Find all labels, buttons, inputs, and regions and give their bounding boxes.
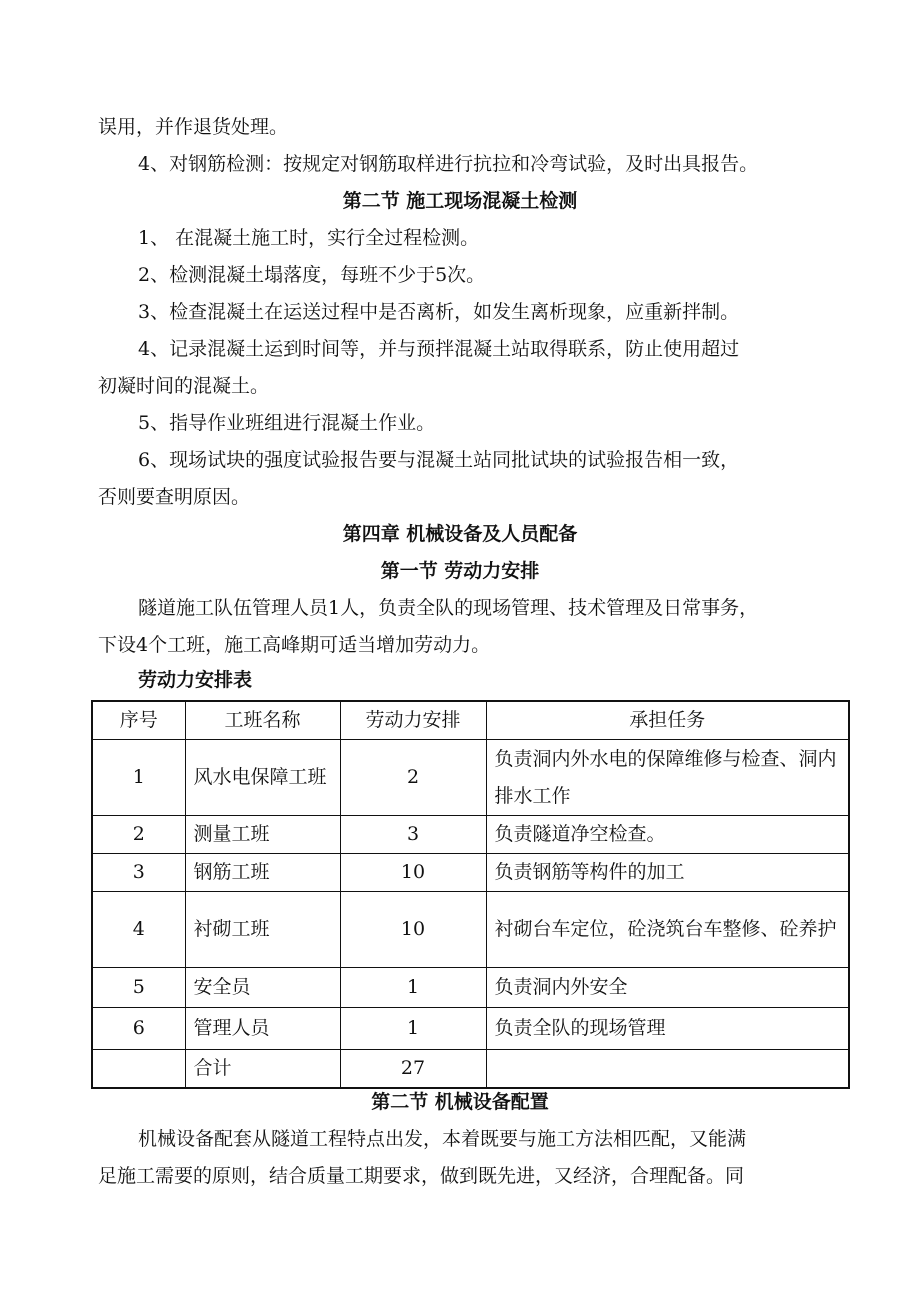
list-item-continuation: 否则要查明原因。 (98, 486, 251, 508)
list-item: 2、检测混凝土塌落度，每班不少于5次。 (138, 264, 486, 286)
cell-name: 衬砌工班 (185, 892, 340, 968)
cell-no (92, 1050, 185, 1089)
cell-count: 27 (340, 1050, 486, 1089)
cell-task: 负责全队的现场管理 (486, 1008, 849, 1050)
header-task: 承担任务 (486, 701, 849, 740)
cell-count: 3 (340, 816, 486, 854)
list-item: 4、记录混凝土运到时间等，并与预拌混凝土站取得联系，防止使用超过 (138, 338, 740, 360)
table-row (92, 968, 849, 1008)
cell-task: 负责洞内外安全 (486, 968, 849, 1008)
cell-no: 4 (92, 892, 185, 968)
paragraph: 隧道施工队伍管理人员1人，负责全队的现场管理、技术管理及日常事务， (138, 597, 759, 619)
table-row (92, 892, 849, 968)
paragraph: 4、对钢筋检测：按规定对钢筋取样进行抗拉和冷弯试验，及时出具报告。 (138, 153, 759, 175)
cell-no: 1 (92, 740, 185, 816)
section-heading: 第一节 劳动力安排 (380, 560, 540, 582)
cell-task (486, 1050, 849, 1089)
list-item: 5、指导作业班组进行混凝土作业。 (138, 412, 436, 434)
cell-count: 10 (340, 892, 486, 968)
paragraph: 机械设备配套从隧道工程特点出发，本着既要与施工方法相匹配，又能满 (138, 1128, 747, 1150)
table-row (92, 740, 849, 816)
table-row (92, 816, 849, 854)
cell-task: 负责洞内外水电的保障维修与检查、洞内排水工作 (486, 740, 849, 816)
table-total-row (92, 1050, 849, 1089)
cell-name: 安全员 (185, 968, 340, 1008)
cell-task: 负责隧道净空检查。 (486, 816, 849, 854)
cell-no: 5 (92, 968, 185, 1008)
cell-name: 风水电保障工班 (185, 740, 340, 816)
cell-name: 钢筋工班 (185, 854, 340, 892)
cell-task: 负责钢筋等构件的加工 (486, 854, 849, 892)
list-item: 6、现场试块的强度试验报告要与混凝土站同批试块的试验报告相一致， (138, 449, 740, 471)
list-item-continuation: 初凝时间的混凝土。 (98, 375, 270, 397)
paragraph: 误用，并作退货处理。 (98, 116, 289, 138)
cell-count: 2 (340, 740, 486, 816)
cell-name: 合计 (185, 1050, 340, 1089)
list-item: 3、检查混凝土在运送过程中是否离析，如发生离析现象，应重新拌制。 (138, 301, 740, 323)
cell-task: 衬砌台车定位，砼浇筑台车整修、砼养护 (486, 892, 849, 968)
cell-count: 10 (340, 854, 486, 892)
cell-name: 测量工班 (185, 816, 340, 854)
paragraph-continuation: 足施工需要的原则，结合质量工期要求，做到既先进，又经济，合理配备。同 (98, 1165, 745, 1187)
cell-no: 3 (92, 854, 185, 892)
header-count: 劳动力安排 (340, 701, 486, 740)
cell-count: 1 (340, 968, 486, 1008)
list-item: 1、 在混凝土施工时，实行全过程检测。 (138, 227, 480, 249)
header-name: 工班名称 (185, 701, 340, 740)
table-row (92, 1008, 849, 1050)
table-row (92, 854, 849, 892)
chapter-heading: 第四章 机械设备及人员配备 (342, 523, 578, 545)
table-header-row (92, 701, 849, 740)
section-heading: 第二节 施工现场混凝土检测 (342, 190, 578, 212)
paragraph-continuation: 下设4个工班，施工高峰期可适当增加劳动力。 (98, 634, 491, 656)
header-no: 序号 (92, 701, 185, 740)
cell-no: 2 (92, 816, 185, 854)
cell-name: 管理人员 (185, 1008, 340, 1050)
section-heading: 第二节 机械设备配置 (371, 1091, 549, 1113)
cell-no: 6 (92, 1008, 185, 1050)
cell-count: 1 (340, 1008, 486, 1050)
labor-table (91, 700, 850, 1089)
table-caption: 劳动力安排表 (138, 669, 253, 691)
